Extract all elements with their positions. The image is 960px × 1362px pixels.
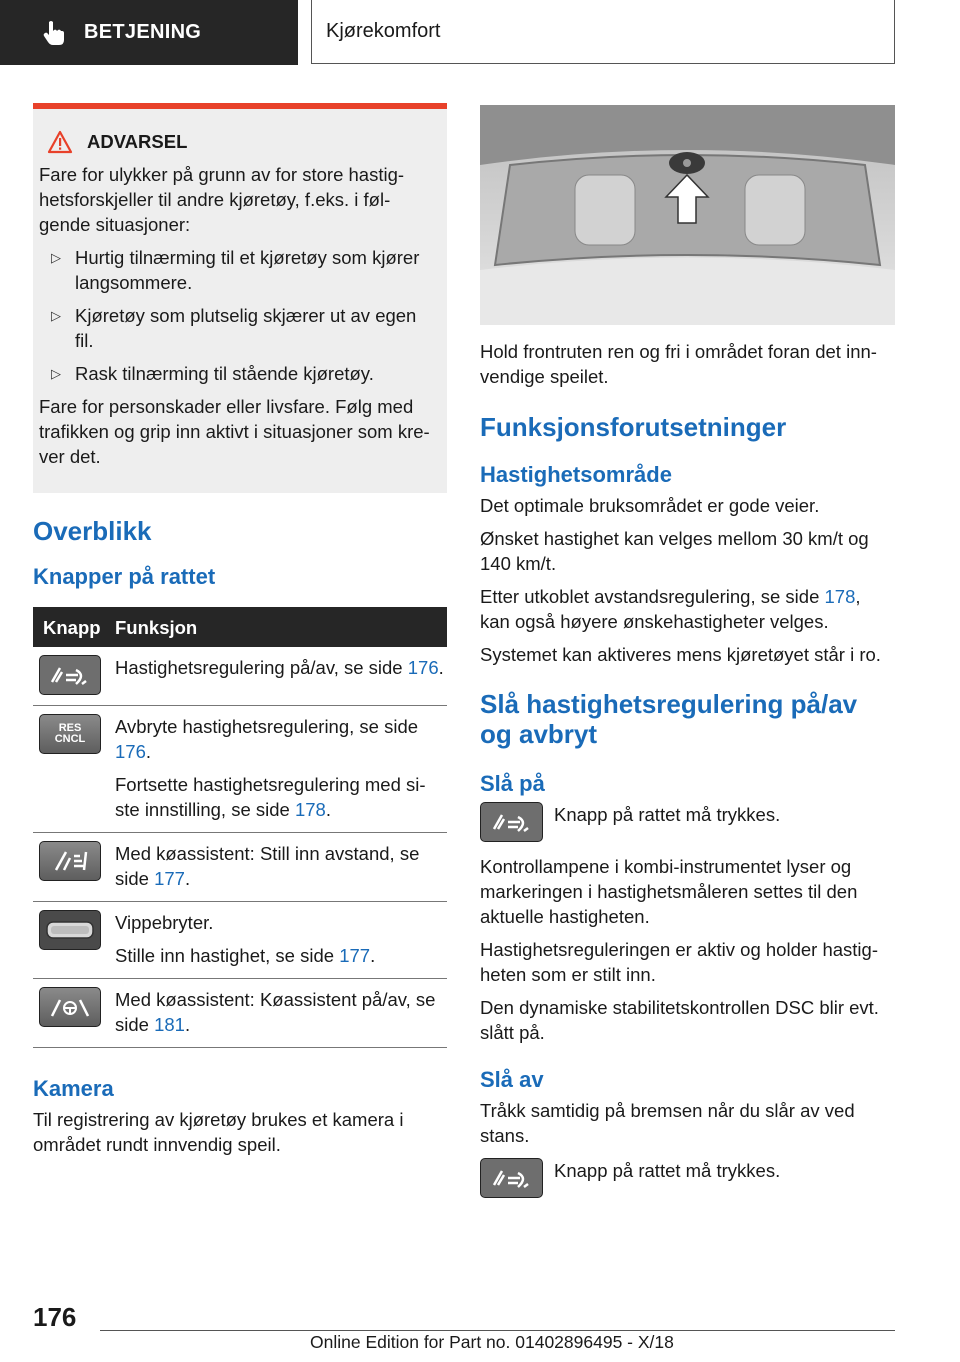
cruise-control-icon [39,655,101,695]
warning-triangle-icon [47,130,73,154]
page-link[interactable]: 176 [115,741,146,762]
cruise-control-icon [480,802,543,842]
res-cncl-icon: RES CNCL [39,714,101,754]
footer-divider [100,1330,895,1331]
warning-intro: Fare for ulykker på grunn av for store hastig-hetsforskjeller til andre kjøretøy, f.eks. i føl-gende situasjoner: [39,164,405,235]
switch-off-row: Knapp på rattet må trykkes. [480,1158,895,1198]
edition-text: Online Edition for Part no. 01402896495 - X/18 [310,1332,674,1352]
page-link[interactable]: 178 [294,799,326,820]
warning-title: ADVARSEL [47,129,439,154]
table-header-button: Knapp [33,607,115,647]
table-row: Med køassistent: Still inn avstand, se side 177. [33,833,447,902]
cruise-control-icon [480,1158,543,1198]
chapter-header [311,0,895,64]
left-column [33,103,447,1157]
camera-heading: Kamera [33,1076,114,1101]
page-link[interactable]: 176 [407,657,439,678]
buttons-heading: Knapper på rattet [33,564,216,589]
page-number: 176 [33,1302,77,1332]
switch-on-heading: Slå på [480,771,545,796]
switch-on-row: Knapp på rattet må trykkes. [480,802,895,842]
on-off-heading: Slå hastighetsregulering på/av og avbryt [480,689,858,749]
distance-icon [39,841,101,881]
bullet-triangle-icon: ▷ [51,366,61,381]
table-row: Med køassistent: Køassistent på/av, se side 181. [33,979,447,1048]
list-item: ▷ Rask tilnærming til stående kjøretøy. [51,363,374,384]
hand-pointer-icon [38,18,68,48]
table-row: RES CNCL Avbryte hastighetsregulering, se side 176. Fortsette hastighetsregulering med si-ste innstilling, se side 178. [33,706,447,833]
switch-off-heading: Slå av [480,1067,544,1092]
warning-box [33,103,447,493]
chapter-title: Kjørekomfort [326,20,441,42]
page-link[interactable]: 177 [339,945,371,966]
windshield-camera-image [480,105,895,325]
rocker-switch-icon [39,910,101,950]
list-item: ▷ Kjøretøy som plutselig skjærer ut av egen fil. [51,305,417,351]
page-link[interactable]: 178 [824,586,856,607]
image-caption: Hold frontruten ren og fri i området foran det inn-vendige speilet. [480,341,877,387]
table-header-function: Funksjon [115,607,447,647]
page-link[interactable]: 181 [154,1014,185,1035]
page-footer [0,1290,960,1362]
right-column: Hold frontruten ren og fri i området foran det inn-vendige speilet. Funksjonsforutsetninger Hastighetsområde Det optimale bruksområdet er gode veier. Ønsket hastighet kan velges mellom 30 km/t og 140 km/t. Etter utkoblet avstandsregulering, se side 178, kan også høyere ønskehastigheter velges. Systemet kan aktiveres mens kjøretøyet står i ro. Slå hastighetsregulering på/av og avbryt Slå på Knapp på rattet må trykkes. Kontrollampene i kombi-instrumentet lyser og markeringen i hastighetsmåleren settes til den aktuelle hastigheten. Hastighetsreguleringen er aktiv og holder hastig-heten som er stilt inn. Den dynamiske stabilitetskontrollen DSC blir evt. slått på. Slå av Tråkk samtidig på bremsen når du slår av ved stans. Knapp på rattet må trykkes. [480,105,895,1198]
traffic-jam-assistant-icon [39,987,101,1027]
section-tab[interactable] [0,0,298,65]
table-row: Vippebryter. Stille inn hastighet, se side 177. [33,902,447,979]
warning-outro: Fare for personskader eller livsfare. Følg med trafikken og grip inn aktivt i situasjoner som kre-ver det. [39,396,430,467]
prerequisites-heading: Funksjonsforutsetninger [480,412,787,442]
section-title: BETJENING [84,21,202,43]
camera-text: Til registrering av kjøretøy brukes et kamera i området rundt innvendig speil. [33,1109,404,1155]
table-row: Hastighetsregulering på/av, se side 176. [33,647,447,706]
page-link[interactable]: 177 [154,868,185,889]
bullet-triangle-icon: ▷ [51,250,61,265]
bullet-triangle-icon: ▷ [51,308,61,323]
list-item: ▷ Hurtig tilnærming til et kjøretøy som kjører langsommere. [51,247,420,293]
speed-range-heading: Hastighetsområde [480,462,672,487]
overview-heading: Overblikk [33,516,152,546]
warning-list [39,245,439,386]
buttons-table [33,607,447,1048]
